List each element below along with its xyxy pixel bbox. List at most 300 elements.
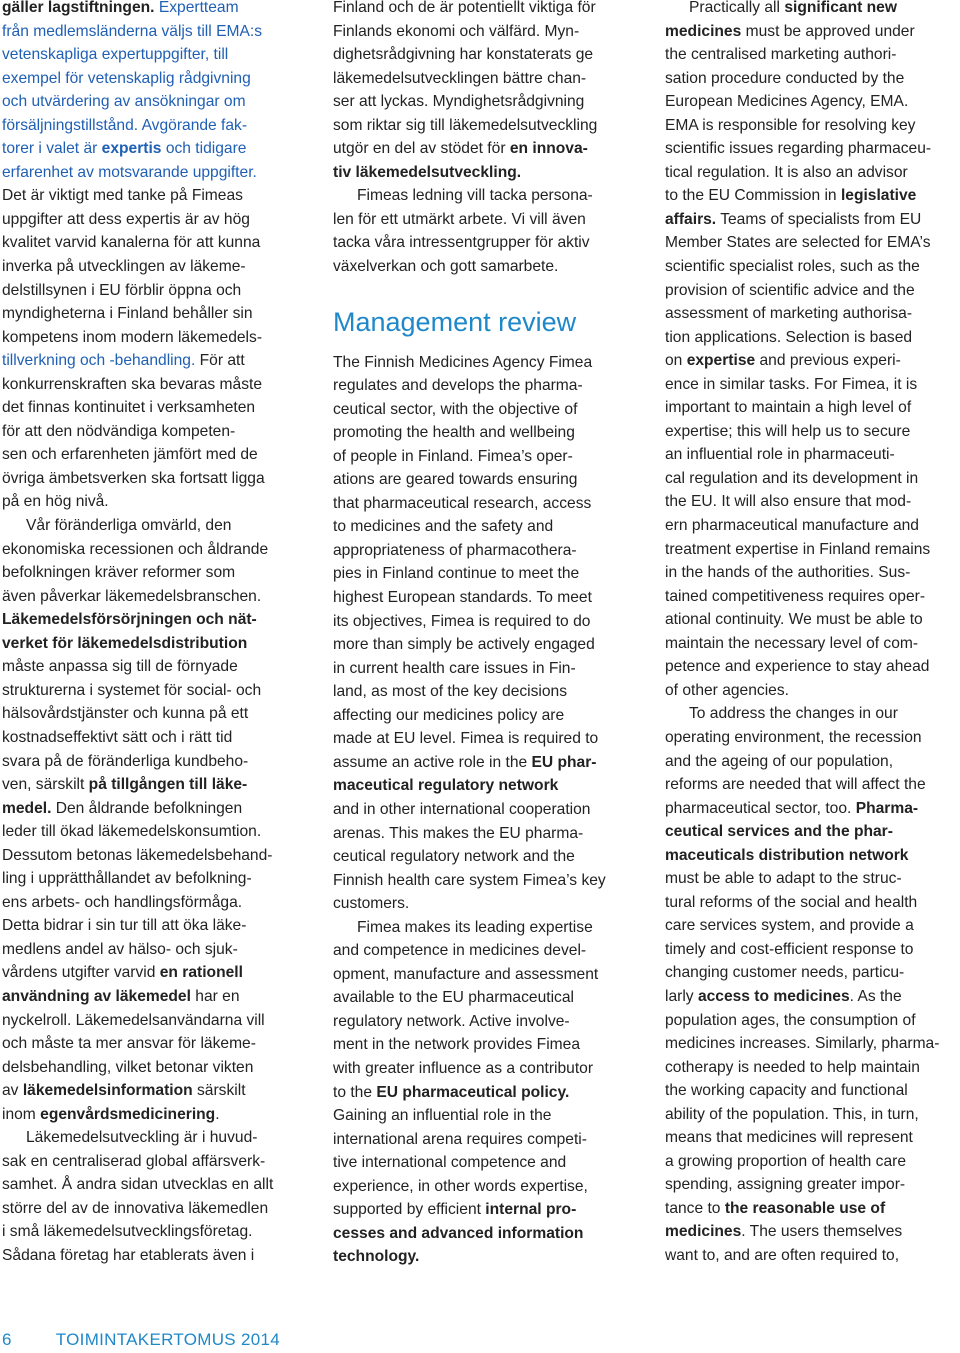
- section-heading-management-review: Management review: [333, 306, 577, 337]
- text-span: försäljningstillstånd.: [2, 116, 142, 134]
- text-span: torer i valet är: [2, 140, 102, 158]
- bold-text: användning av läkemedel: [2, 987, 191, 1005]
- text-line: [665, 961, 960, 985]
- text-span: more than simply be actively engaged: [333, 636, 595, 654]
- text-line: [665, 750, 960, 774]
- text-span: kvalitet varvid kanalerna för att kunna: [2, 234, 261, 252]
- text-span: in current health care issues in Fin-: [333, 659, 576, 677]
- text-span: ens arbets- och handlingsförmåga.: [2, 893, 243, 911]
- text-line: [2, 161, 292, 185]
- text-line: [2, 750, 292, 774]
- bold-text: medel.: [2, 799, 52, 817]
- text-line: [333, 1057, 628, 1081]
- text-span: nyckelroll. Läkemedelsanvändarna vill: [2, 1011, 265, 1029]
- text-line: [333, 845, 628, 869]
- text-span: scientific issues regarding pharmaceu-: [665, 140, 932, 158]
- text-span: Gaining an influential role in the: [333, 1107, 552, 1125]
- text-line: [665, 632, 960, 656]
- text-line: [665, 891, 960, 915]
- text-span: Vår föränderliga omvärld, den: [26, 517, 232, 535]
- text-line: [665, 90, 960, 114]
- text-line: [2, 702, 292, 726]
- text-line: [2, 1079, 292, 1103]
- bold-text: expertis: [101, 140, 162, 158]
- text-span: . The users themselves: [741, 1223, 903, 1241]
- bold-text: expertise: [686, 352, 756, 370]
- text-line: [2, 302, 292, 326]
- management-review-text: [333, 351, 628, 1269]
- swedish-text-continued: [333, 0, 628, 279]
- text-line: [665, 1220, 960, 1244]
- text-span: tained competitiveness requires oper-: [665, 587, 926, 605]
- text-span: svara på de föränderliga kundbeho-: [2, 752, 249, 770]
- text-line: [333, 892, 628, 916]
- text-span: Finland och de är potentiellt viktiga för: [333, 0, 596, 16]
- text-line: [2, 985, 292, 1009]
- text-line: [665, 396, 960, 420]
- text-span: för att den nödvändiga kompeten-: [2, 422, 236, 440]
- text-line: [333, 255, 628, 279]
- text-line: [2, 326, 292, 350]
- text-line: [665, 255, 960, 279]
- text-line: [665, 231, 960, 255]
- text-span: the working capacity and functional: [665, 1082, 908, 1100]
- text-line: [2, 773, 292, 797]
- text-line: [333, 43, 628, 67]
- bold-text: access to medicines: [697, 987, 850, 1005]
- text-span: and in other international cooperation: [333, 800, 591, 818]
- text-span: ment in the network provides Fimea: [333, 1036, 581, 1054]
- text-line: [2, 349, 292, 373]
- text-span: the EU. It will also ensure that mod-: [665, 493, 912, 511]
- text-line: [2, 443, 292, 467]
- text-span: har en: [190, 987, 240, 1005]
- text-line: [333, 727, 628, 751]
- text-line: [2, 1220, 292, 1244]
- text-line: [665, 420, 960, 444]
- text-span: Fimeas ledning vill tacka persona-: [357, 187, 593, 205]
- text-line: [665, 208, 960, 232]
- text-line: [665, 797, 960, 821]
- text-span: sation procedure conducted by the: [665, 69, 905, 87]
- text-span: . As the: [849, 987, 902, 1005]
- text-span: highest European standards. To meet: [333, 589, 592, 607]
- text-line: [2, 608, 292, 632]
- text-span: kompetens inom modern läkemedels-: [2, 328, 263, 346]
- text-span: made at EU level. Fimea is required to: [333, 730, 599, 748]
- text-span: på en hög nivå.: [2, 493, 109, 511]
- text-line: [665, 1103, 960, 1127]
- text-span: and competence in medicines devel-: [333, 942, 587, 960]
- text-line: [333, 468, 628, 492]
- text-line: [665, 490, 960, 514]
- text-line: [2, 938, 292, 962]
- text-span: means that medicines will represent: [665, 1129, 913, 1147]
- text-span: European Medicines Agency, EMA.: [665, 93, 909, 111]
- text-line: [2, 255, 292, 279]
- text-span: inverka på utvecklingen av läkeme-: [2, 258, 246, 276]
- text-line: [333, 704, 628, 728]
- text-span: changing customer needs, particu-: [665, 964, 905, 982]
- text-line: [2, 1197, 292, 1221]
- text-span: det finnas kontinuitet i verksamheten: [2, 399, 256, 417]
- text-span: uppgifter att dess expertis är av hög: [2, 210, 250, 228]
- text-span: appropriateness of pharmacothera-: [333, 541, 577, 559]
- text-span: större del av de innovativa läkemedlen: [2, 1199, 269, 1217]
- text-line: [2, 231, 292, 255]
- bold-text: medicines: [665, 1223, 742, 1241]
- text-line: [2, 137, 292, 161]
- text-line: [333, 939, 628, 963]
- text-span: även påverkar läkemedelsbranschen.: [2, 587, 262, 605]
- text-span: in the hands of the authorities. Sus-: [665, 564, 911, 582]
- bold-text: the reasonable use of: [724, 1199, 886, 1217]
- text-line: [665, 585, 960, 609]
- text-line: [2, 20, 292, 44]
- text-span: tive international competence and: [333, 1154, 567, 1172]
- text-span: ations are geared towards ensuring: [333, 471, 578, 489]
- text-span: kostnadseffektivt sätt och i rätt tid: [2, 728, 233, 746]
- text-line: [333, 184, 628, 208]
- bold-text: cesses and advanced information: [333, 1224, 584, 1242]
- text-span: to the EU Commission in: [665, 187, 841, 205]
- text-line: [2, 373, 292, 397]
- text-span: medicines increases. Similarly, pharma-: [665, 1035, 940, 1053]
- bold-text: en innova-: [509, 140, 588, 158]
- text-span: ceutical regulatory network and the: [333, 848, 575, 866]
- text-line: [2, 891, 292, 915]
- text-span: och utvärdering av ansökningar om: [2, 93, 246, 111]
- text-line: [333, 67, 628, 91]
- text-line: [665, 1079, 960, 1103]
- text-span: Avgörande fak-: [141, 116, 248, 134]
- text-span: som riktar sig till läkemedelsutveckling: [333, 116, 598, 134]
- text-span: to the: [333, 1083, 377, 1101]
- text-span: av: [2, 1082, 23, 1100]
- text-line: [665, 67, 960, 91]
- text-span: cal regulation and its development in: [665, 469, 919, 487]
- text-line: [2, 844, 292, 868]
- text-line: [665, 538, 960, 562]
- text-line: [2, 820, 292, 844]
- text-line: [333, 610, 628, 634]
- text-line: [333, 445, 628, 469]
- bold-text: legislative: [840, 187, 917, 205]
- text-line: [333, 90, 628, 114]
- text-line: [665, 1032, 960, 1056]
- text-line: [665, 137, 960, 161]
- text-span: hälsovårdstjänster och kunna på ett: [2, 705, 249, 723]
- text-span: ability of the population. This, in turn,: [665, 1105, 919, 1123]
- text-span: Detta bidrar i sin tur till att öka läke-: [2, 917, 247, 935]
- text-span: experience, in other words expertise,: [333, 1177, 588, 1195]
- text-span: care services system, and provide a: [665, 917, 914, 935]
- text-span: Läkemedelsutveckling är i huvud-: [26, 1129, 258, 1147]
- bold-text: EU phar-: [531, 753, 597, 771]
- text-line: [2, 279, 292, 303]
- text-span: regulates and develops the pharma-: [333, 377, 583, 395]
- text-line: [333, 137, 628, 161]
- text-span: larly: [665, 987, 698, 1005]
- bold-text: Pharma-: [855, 799, 919, 817]
- text-span: The Finnish Medicines Agency Fimea: [333, 353, 593, 371]
- text-span: tion applications. Selection is based: [665, 328, 913, 346]
- text-line: [333, 421, 628, 445]
- text-line: [665, 114, 960, 138]
- page-footer: [2, 1330, 280, 1350]
- text-line: [2, 90, 292, 114]
- text-line: [2, 538, 292, 562]
- bold-text: maceutical regulatory network: [333, 777, 559, 795]
- text-line: [2, 585, 292, 609]
- text-line: [333, 986, 628, 1010]
- text-span: on: [665, 352, 687, 370]
- text-span: vetenskapliga expertuppgifter, till: [2, 46, 229, 64]
- text-line: [2, 1126, 292, 1150]
- text-line: [2, 1244, 292, 1268]
- text-line: [665, 1244, 960, 1268]
- text-line: [665, 1126, 960, 1150]
- bold-text: maceuticals distribution network: [665, 846, 909, 864]
- text-span: with greater influence as a contributor: [333, 1059, 594, 1077]
- text-span: särskilt: [192, 1082, 246, 1100]
- text-span: Fimea makes its leading expertise: [357, 918, 593, 936]
- text-line: [333, 515, 628, 539]
- text-line: [2, 514, 292, 538]
- text-line: [665, 679, 960, 703]
- bold-text: egenvårdsmedicinering: [40, 1105, 216, 1123]
- text-span: medlens andel av hälso- och sjuk-: [2, 940, 238, 958]
- text-line: [665, 773, 960, 797]
- text-line: [2, 43, 292, 67]
- text-span: leder till ökad läkemedelskonsumtion.: [2, 823, 262, 841]
- text-span: pharmaceutical sector, too.: [665, 799, 856, 817]
- text-line: [333, 963, 628, 987]
- text-span: To address the changes in our: [689, 705, 898, 723]
- text-span: För att: [199, 352, 245, 370]
- text-line: [2, 1103, 292, 1127]
- text-line: [665, 820, 960, 844]
- bold-text: medicines: [665, 22, 742, 40]
- text-line: [665, 1173, 960, 1197]
- text-span: an influential role in pharmaceuti-: [665, 446, 895, 464]
- text-line: [665, 467, 960, 491]
- text-span: the centralised marketing authori-: [665, 46, 897, 64]
- bold-text: Läkemedelsförsörjningen och nät-: [2, 611, 257, 629]
- column-middle-text: [333, 0, 628, 1269]
- bold-text: gäller lagstiftningen.: [2, 0, 155, 16]
- text-line: [665, 302, 960, 326]
- text-span: promoting the health and wellbeing: [333, 424, 575, 442]
- text-span: dighetsrådgivning har konstaterats ge: [333, 46, 594, 64]
- text-span: delsbehandling, vilket betonar vikten: [2, 1058, 254, 1076]
- text-line: [333, 1198, 628, 1222]
- text-line: [333, 1222, 628, 1246]
- text-span: .: [215, 1105, 220, 1123]
- text-span: Expertteam: [154, 0, 239, 16]
- bold-text: en rationell: [159, 964, 243, 982]
- text-line: [333, 633, 628, 657]
- text-span: strukturerna i systemet för social- och: [2, 681, 262, 699]
- text-span: delstillsynen i EU förblir öppna och: [2, 281, 242, 299]
- text-line: [2, 867, 292, 891]
- text-span: konkurrenskraften ska bevaras måste: [2, 375, 263, 393]
- text-span: tural reforms of the social and health: [665, 893, 918, 911]
- text-line: [333, 1128, 628, 1152]
- text-span: Practically all: [689, 0, 785, 16]
- text-span: tance to: [665, 1199, 725, 1217]
- text-span: övriga ämbetsverken ska fortsatt ligga: [2, 469, 265, 487]
- bold-text: läkemedelsinformation: [22, 1082, 193, 1100]
- text-span: ekonomiska recessionen och åldrande: [2, 540, 269, 558]
- publication-title: TOIMINTAKERTOMUS 2014: [55, 1330, 280, 1349]
- text-span: växelverkan och gott samarbete.: [333, 258, 559, 276]
- text-line: [333, 586, 628, 610]
- text-line: [333, 231, 628, 255]
- text-line: [2, 208, 292, 232]
- text-line: [333, 114, 628, 138]
- text-span: och måste ta mer ansvar för läkeme-: [2, 1035, 256, 1053]
- text-line: [665, 1009, 960, 1033]
- bold-text: ceutical services and the phar-: [665, 823, 893, 841]
- text-line: [333, 751, 628, 775]
- text-span: utgör en del av stödet för: [333, 140, 510, 158]
- text-span: reforms are needed that will affect the: [665, 776, 926, 794]
- text-span: expertise; this will help us to secure: [665, 422, 911, 440]
- text-span: tical regulation. It is also an advisor: [665, 163, 908, 181]
- text-line: [665, 514, 960, 538]
- text-line: [2, 1056, 292, 1080]
- text-span: ven, särskilt: [2, 776, 89, 794]
- bold-text: verket för läkemedelsdistribution: [2, 634, 248, 652]
- bold-text: internal pro-: [485, 1201, 577, 1219]
- text-line: [333, 208, 628, 232]
- text-line: [665, 985, 960, 1009]
- page-number: 6: [2, 1330, 12, 1349]
- bold-text: på tillgången till läke-: [88, 776, 248, 794]
- text-span: tacka våra intressentgrupper för aktiv: [333, 234, 590, 252]
- text-span: international arena requires competi-: [333, 1130, 587, 1148]
- text-span: treatment expertise in Finland remains: [665, 540, 931, 558]
- text-line: [665, 161, 960, 185]
- text-line: [2, 1150, 292, 1174]
- text-span: myndigheterna i Finland behåller sin: [2, 305, 253, 323]
- text-span: exempel för vetenskaplig rådgivning: [2, 69, 251, 87]
- text-span: Sådana företag har etablerats även i: [2, 1246, 255, 1264]
- text-line: [333, 351, 628, 375]
- text-line: [2, 1032, 292, 1056]
- text-line: [2, 490, 292, 514]
- text-span: och tidigare: [161, 140, 247, 158]
- text-span: Dessutom betonas läkemedelsbehand-: [2, 846, 273, 864]
- text-line: [2, 1009, 292, 1033]
- text-span: of people in Finland. Fimea’s oper-: [333, 447, 573, 465]
- text-span: land, as most of the key decisions: [333, 683, 568, 701]
- text-line: [333, 562, 628, 586]
- text-line: [333, 0, 628, 20]
- text-span: a growing proportion of health care: [665, 1152, 906, 1170]
- text-line: [333, 1010, 628, 1034]
- text-line: [2, 420, 292, 444]
- text-line: [2, 797, 292, 821]
- text-span: timely and cost-efficient response to: [665, 940, 914, 958]
- column-english-text: [665, 0, 960, 1268]
- text-span: operating environment, the recession: [665, 728, 922, 746]
- text-span: opment, manufacture and assessment: [333, 965, 599, 983]
- bold-text: EU pharmaceutical policy.: [376, 1083, 570, 1101]
- text-line: [333, 798, 628, 822]
- text-line: [2, 1173, 292, 1197]
- text-line: [665, 914, 960, 938]
- text-line: [2, 632, 292, 656]
- text-line: [665, 561, 960, 585]
- text-line: [333, 1104, 628, 1128]
- text-span: befolkningen kräver reformer som: [2, 564, 236, 582]
- text-span: len för ett utmärkt arbete. Vi vill även: [333, 210, 586, 228]
- column-swedish-text: [2, 0, 292, 1268]
- text-line: [2, 0, 292, 20]
- text-span: måste anpassa sig till de förnyade: [2, 658, 238, 676]
- text-span: Finlands ekonomi och välfärd. Myn-: [333, 22, 580, 40]
- text-line: [665, 655, 960, 679]
- text-span: cotherapy is needed to help maintain: [665, 1058, 920, 1076]
- text-span: customers.: [333, 895, 410, 913]
- text-line: [2, 114, 292, 138]
- text-span: erfarenhet av motsvarande uppgifter.: [2, 163, 257, 181]
- text-line: [2, 961, 292, 985]
- text-span: to medicines and the safety and: [333, 518, 554, 536]
- bold-text: tiv läkemedelsutveckling.: [333, 163, 522, 181]
- text-line: [333, 657, 628, 681]
- text-span: Det är viktigt med tanke på Fimeas: [2, 187, 243, 205]
- text-span: and previous experi-: [755, 352, 901, 370]
- text-span: its objectives, Fimea is required to do: [333, 612, 591, 630]
- text-span: arenas. This makes the EU pharma-: [333, 824, 584, 842]
- text-span: must be approved under: [741, 22, 915, 40]
- text-line: [2, 561, 292, 585]
- text-line: [333, 398, 628, 422]
- bold-text: significant new: [784, 0, 897, 16]
- text-line: [2, 914, 292, 938]
- text-span: sak en centraliserad global affärsverk-: [2, 1152, 266, 1170]
- text-line: [2, 726, 292, 750]
- text-line: [665, 844, 960, 868]
- text-line: [665, 938, 960, 962]
- text-span: tillverkning och -behandling.: [2, 352, 200, 370]
- text-line: [333, 20, 628, 44]
- text-span: Member States are selected for EMA’s: [665, 234, 931, 252]
- text-span: inom: [2, 1105, 41, 1123]
- text-line: [333, 492, 628, 516]
- text-span: samhet. Å andra sidan utvecklas en allt: [2, 1176, 274, 1194]
- text-line: [333, 822, 628, 846]
- text-span: sen och erfarenheten jämfört med de: [2, 446, 258, 464]
- text-span: ceutical sector, with the objective of: [333, 400, 578, 418]
- text-span: pies in Finland continue to meet the: [333, 565, 580, 583]
- text-span: Finnish health care system Fimea’s key: [333, 871, 606, 889]
- text-line: [2, 396, 292, 420]
- bold-text: affairs.: [665, 210, 717, 228]
- text-line: [2, 184, 292, 208]
- text-line: [665, 608, 960, 632]
- text-line: [665, 702, 960, 726]
- text-span: supported by efficient: [333, 1201, 486, 1219]
- text-line: [665, 279, 960, 303]
- text-span: assessment of marketing authorisa-: [665, 305, 913, 323]
- text-span: ern pharmaceutical manufacture and: [665, 517, 919, 535]
- text-span: and the ageing of our population,: [665, 752, 894, 770]
- text-line: [333, 1151, 628, 1175]
